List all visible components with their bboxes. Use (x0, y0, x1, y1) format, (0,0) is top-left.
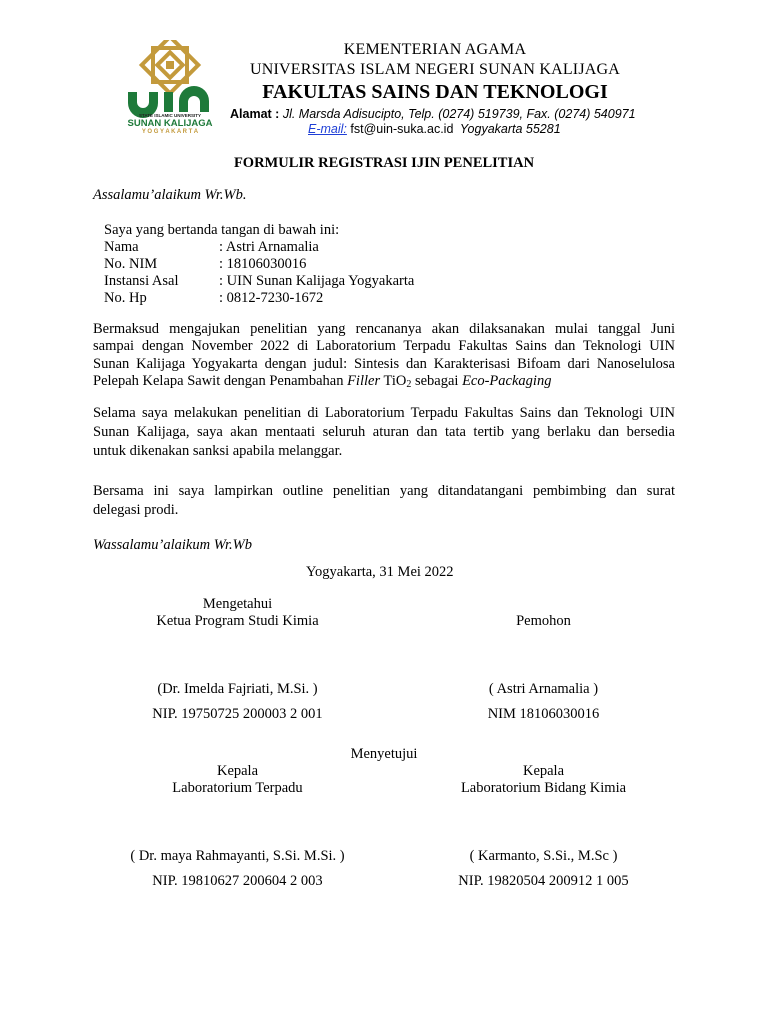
paragraph-purpose (93, 321, 675, 390)
lab2-nip: NIP. 19820504 200912 1 005 (458, 873, 629, 889)
email-address[interactable]: fst@uin-suka.ac.id (350, 122, 454, 136)
intro-text: Saya yang bertanda tangan di bawah ini: (104, 222, 340, 238)
place-date: Yogyakarta, 31 Mei 2022 (306, 564, 454, 580)
logo-name-text: SUNAN KALIJAGA (127, 118, 213, 129)
uin-logo-icon (120, 40, 220, 136)
header-faculty: FAKULTAS SAINS DAN TEKNOLOGI (262, 81, 608, 103)
address-label: Alamat : (230, 107, 280, 121)
lab1-nip: NIP. 19810627 200604 2 003 (152, 873, 323, 889)
paragraph-line: Selama saya melakukan penelitian di Laboratorium Terpadu Fakultas Sains dan Teknologi UIN (93, 405, 675, 421)
identity-label-nim: No. NIM (104, 256, 158, 272)
mengetahui-label: Mengetahui (202, 596, 273, 612)
identity-label-phone: No. Hp (104, 290, 147, 306)
lab2-title-1: Kepala (522, 763, 565, 779)
header-university: UNIVERSITAS ISLAM NEGERI SUNAN KALIJAGA (249, 61, 621, 78)
lab1-name: ( Dr. maya Rahmayanti, S.Si. M.Si. ) (130, 848, 345, 864)
paragraph-attachment (93, 482, 675, 520)
pemohon-title: Pemohon (516, 613, 571, 629)
identity-value-phone: : 0812-7230-1672 (219, 290, 324, 306)
address-text: Jl. Marsda Adisucipto, Telp. (0274) 519739, Fax. (0274) 540971 (282, 107, 636, 121)
paragraph-line: untuk dikenakan sanksi apabila melanggar. (93, 443, 343, 459)
paragraph-line: Bermaksud mengajukan penelitian yang rencananya akan dilaksanakan mulai tanggal Juni (93, 321, 675, 337)
identity-label-name: Nama (104, 239, 139, 255)
form-title: FORMULIR REGISTRASI IJIN PENELITIAN (233, 155, 535, 171)
paragraph-line: delegasi prodi. (93, 502, 179, 518)
paragraph-line: Sunan Kalijaga Yogyakarta dengan judul: Sintesis dan Karakterisasi Bifoam dari Nanoselulosa (93, 355, 675, 372)
kaprodi-nip: NIP. 19750725 200003 2 001 (152, 706, 323, 722)
paragraph-line: Sunan Kalijaga, saya akan mentaati seluruh aturan dan tata tertib yang berlaku dan bersedia (93, 424, 675, 440)
lab1-title-2: Laboratorium Terpadu (172, 780, 303, 796)
paragraph-line: Bersama ini saya lampirkan outline penelitian yang ditandatangani pembimbing dan surat (93, 483, 675, 499)
paragraph-line: Pelepah Kelapa Sawit dengan Penambahan Filler TiO$_2$ sebagai Eco-Packaging (93, 372, 552, 390)
identity-label-institution: Instansi Asal (104, 273, 179, 289)
identity-value-name: : Astri Arnamalia (219, 239, 319, 255)
kaprodi-title: Ketua Program Studi Kimia (156, 613, 319, 629)
pemohon-name: ( Astri Arnamalia ) (488, 681, 599, 697)
greeting: Assalamu’alaikum Wr.Wb. (93, 187, 247, 203)
email-label[interactable]: E-mail: (308, 122, 347, 136)
city-zip: Yogyakarta 55281 (459, 122, 561, 136)
header-ministry: KEMENTERIAN AGAMA (343, 41, 527, 58)
header-address (230, 107, 636, 121)
pemohon-nim: NIM 18106030016 (487, 706, 600, 722)
paragraph-agreement (93, 404, 675, 461)
kaprodi-name: (Dr. Imelda Fajriati, M.Si. ) (157, 681, 318, 697)
header-email-line (308, 122, 561, 136)
identity-value-nim: : 18106030016 (219, 256, 307, 272)
lab1-title-1: Kepala (216, 763, 259, 779)
paragraph-line: sampai dengan November 2022 di Laboratorium Terpadu Fakultas Sains dan Teknologi UIN (93, 338, 675, 355)
logo-city-text: Y O G Y A K A R T A (141, 129, 199, 135)
lab2-title-2: Laboratorium Bidang Kimia (460, 780, 627, 796)
menyetujui-label: Menyetujui (350, 746, 418, 762)
logo-small-text: STATE ISLAMIC UNIVERSITY (138, 113, 202, 118)
closing: Wassalamu’alaikum Wr.Wb (93, 537, 252, 553)
identity-value-institution: : UIN Sunan Kalijaga Yogyakarta (219, 273, 415, 289)
lab2-name: ( Karmanto, S.Si., M.Sc ) (469, 848, 618, 864)
